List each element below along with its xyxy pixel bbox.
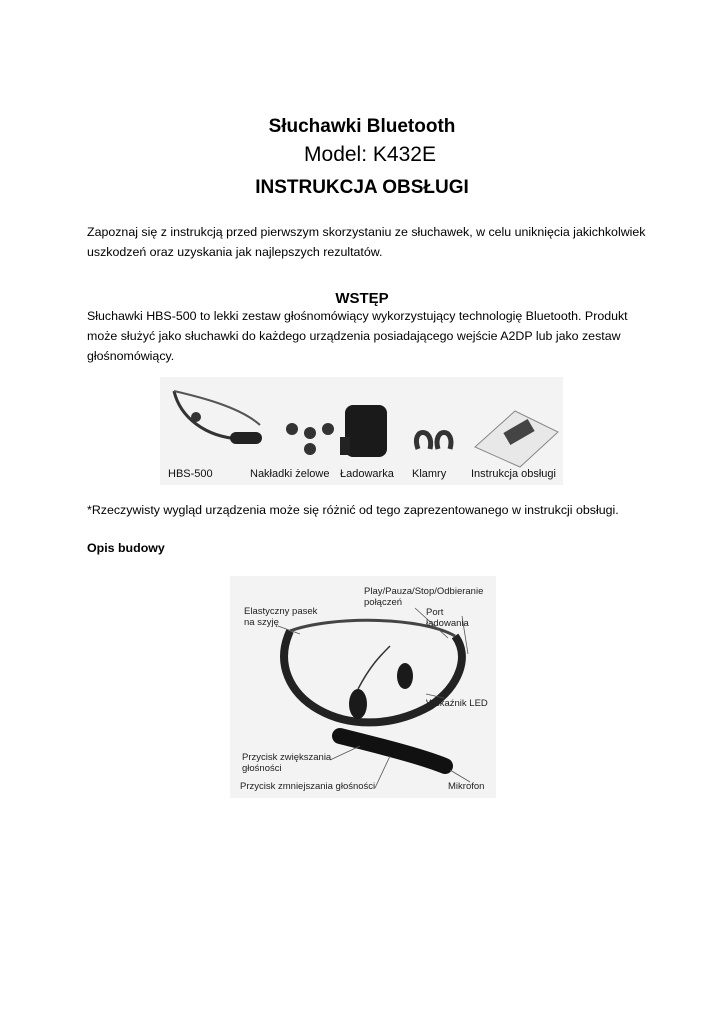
package-caption-gel-tips: Nakładki żelowe <box>250 468 330 480</box>
section-heading-wstep: WSTĘP <box>335 290 389 307</box>
package-caption-clips: Klamry <box>412 468 447 480</box>
package-caption-manual: Instrukcja obsługi <box>471 468 556 480</box>
wstep-paragraph: Słuchawki HBS-500 to lekki zestaw głośnomówiący wykorzystujący technologię Bluetooth. Produkt może służyć jako słuchawki do każdego urządzenia posiadającego wejście A2DP lub jako zestaw głośnomówiący. <box>87 309 628 363</box>
label-charging-port: Port ładowania <box>426 607 469 629</box>
label-volume-down: Przycisk zmniejszania głośności <box>240 781 376 792</box>
package-caption-charger: Ładowarka <box>340 468 394 480</box>
device-structure-image <box>230 576 496 798</box>
manual-heading: INSTRUKCJA OBSŁUGI <box>255 177 469 198</box>
opis-budowy-heading: Opis budowy <box>87 541 165 555</box>
label-neck-band: Elastyczny pasek na szyję <box>244 606 318 628</box>
model-number: Model: K432E <box>304 143 436 166</box>
document-title: Słuchawki Bluetooth <box>268 116 456 137</box>
intro-paragraph: Zapoznaj się z instrukcją przed pierwszym skorzystaniu ze słuchawek, w celu uniknięcia jakichkolwiek uszkodzeń oraz uzyskania jak najlepszych rezultatów. <box>87 225 646 259</box>
label-microphone: Mikrofon <box>448 781 485 792</box>
label-led-indicator: Wskaźnik LED <box>426 698 488 709</box>
disclaimer-note: *Rzeczywisty wygląd urządzenia może się różnić od tego zaprezentowanego w instrukcji obsługi. <box>87 503 619 517</box>
label-play-pause: Play/Pauza/Stop/Odbieranie połączeń <box>364 586 484 608</box>
package-contents-image <box>160 377 563 485</box>
package-caption-headset: HBS-500 <box>168 468 213 480</box>
label-volume-up: Przycisk zwiększania głośności <box>242 752 332 774</box>
